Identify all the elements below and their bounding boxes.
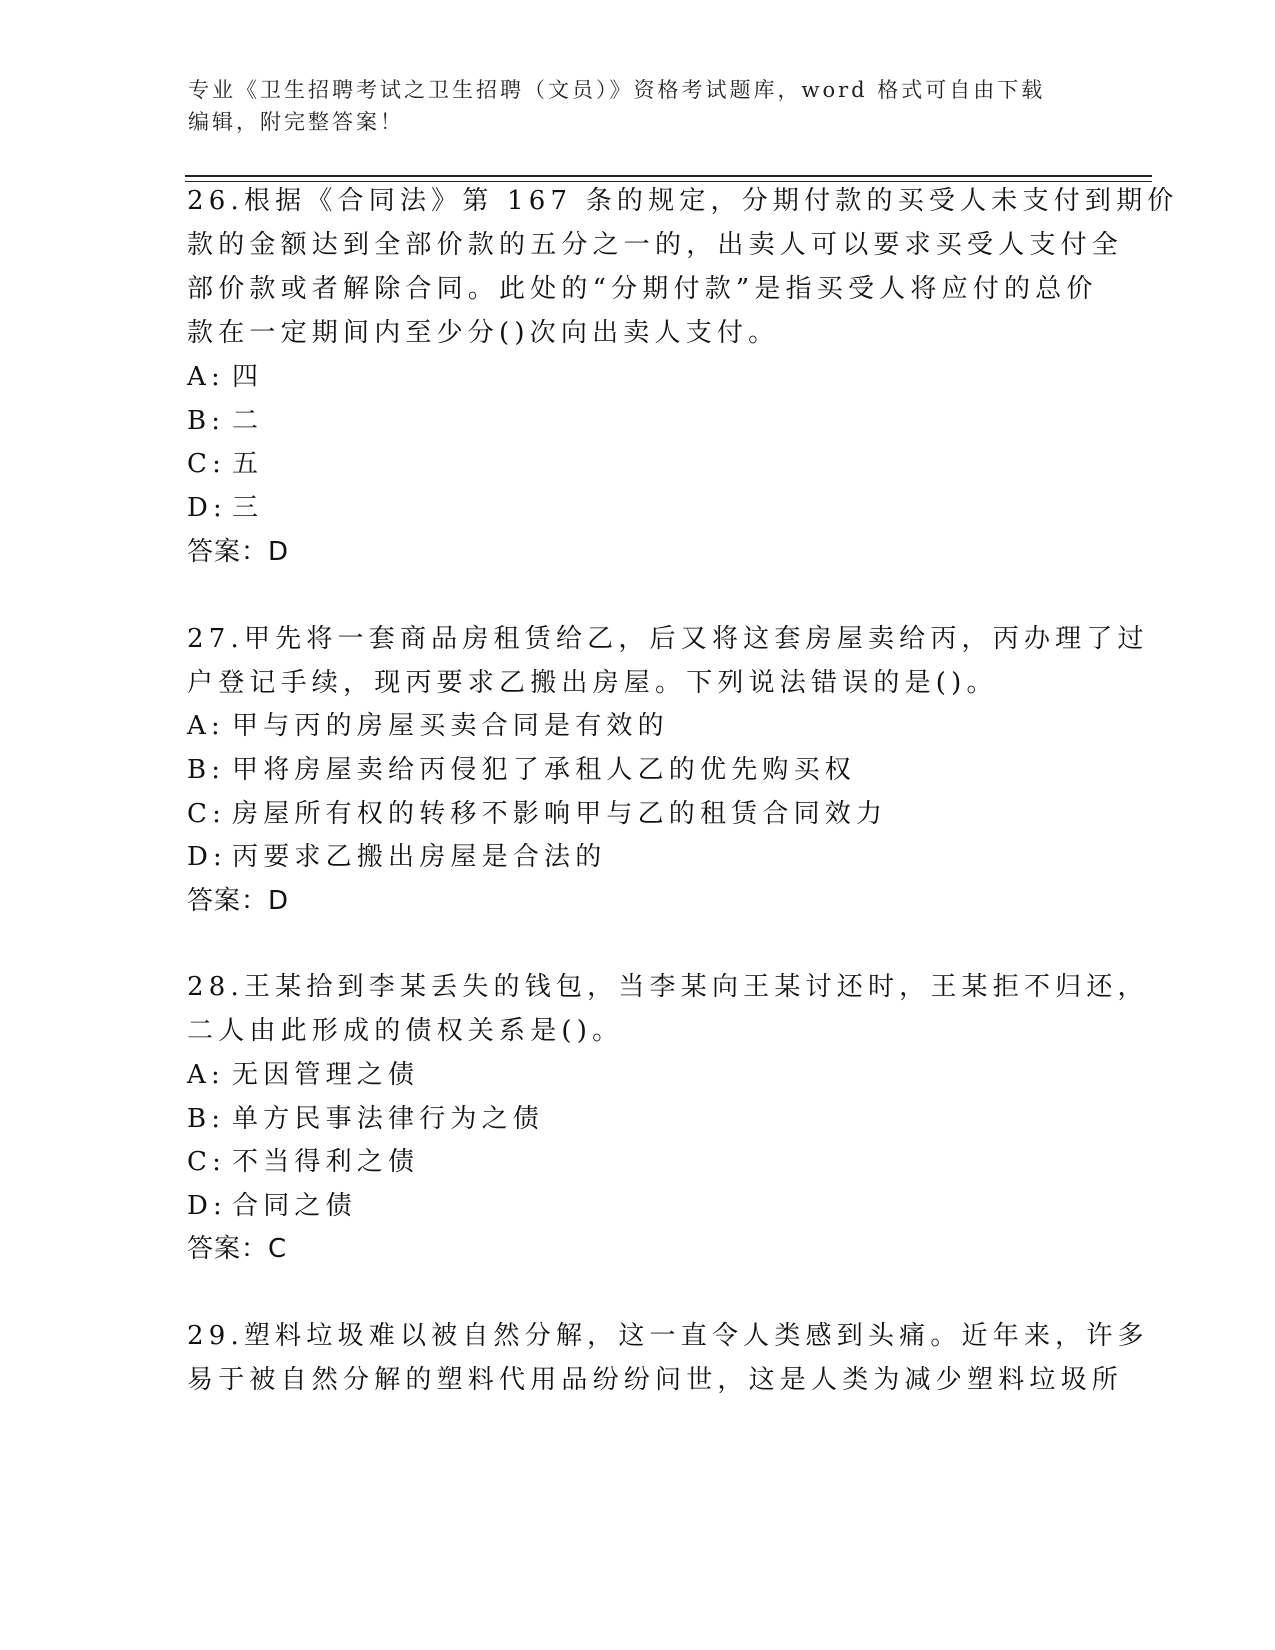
- question-stem-line: 29.塑料垃圾难以被自然分解，这一直令人类感到头痛。近年来，许多: [187, 1321, 1149, 1351]
- question-stem-line: 部价款或者解除合同。此处的“分期付款”是指买受人将应付的总价: [187, 274, 1098, 304]
- question-stem-line: 27.甲先将一套商品房租赁给乙，后又将这套房屋卖给丙，丙办理了过: [187, 624, 1149, 654]
- answer-label: 答案：: [187, 537, 269, 567]
- option-text: 房屋所有权的转移不影响甲与乙的租赁合同效力: [232, 799, 888, 829]
- option-b: B: 单方民事法律行为之债: [187, 1104, 545, 1134]
- question-stem-line: 二人由此形成的债权关系是()。: [187, 1016, 624, 1046]
- option-text: 不当得利之债: [232, 1147, 420, 1177]
- question-stem-line: 户登记手续，现丙要求乙搬出房屋。下列说法错误的是()。: [187, 668, 998, 698]
- option-d: D: 丙要求乙搬出房屋是合法的: [187, 842, 607, 872]
- option-c: C: 不当得利之债: [187, 1147, 420, 1177]
- option-text: 二: [232, 406, 264, 436]
- question-stem-line: 易于被自然分解的塑料代用品纷纷问世，这是人类为减少塑料垃圾所: [187, 1365, 1124, 1395]
- header-divider-thick: [185, 175, 1152, 177]
- header-divider-thin: [185, 181, 1152, 182]
- document-header: [188, 74, 1088, 138]
- option-a: A: 甲与丙的房屋买卖合同是有效的: [187, 711, 669, 741]
- option-c: C: 房屋所有权的转移不影响甲与乙的租赁合同效力: [187, 799, 888, 829]
- option-a: A: 四: [187, 362, 264, 392]
- question-stem-line: 款在一定期间内至少分()次向出卖人支付。: [187, 318, 780, 348]
- option-b: B: 甲将房屋卖给丙侵犯了承租人乙的优先购买权: [187, 755, 857, 785]
- answer-value: C: [268, 1234, 287, 1264]
- option-text: 无因管理之债: [232, 1060, 420, 1090]
- option-text: 三: [232, 493, 264, 523]
- answer: [187, 1232, 286, 1266]
- answer-value: D: [268, 537, 289, 567]
- question-stem-line: 26.根据《合同法》第 167 条的规定，分期付款的买受人未支付到期价: [187, 186, 1179, 216]
- header-line-2: 编辑，附完整答案！: [188, 110, 404, 134]
- option-text: 四: [232, 362, 264, 392]
- option-b: B: 二: [187, 406, 264, 436]
- answer-value: D: [268, 886, 289, 916]
- header-line-1: 专业《卫生招聘考试之卫生招聘（文员）》资格考试题库，word 格式可自由下载: [188, 78, 1046, 102]
- option-text: 单方民事法律行为之债: [232, 1104, 545, 1134]
- answer: [187, 884, 288, 918]
- option-text: 甲将房屋卖给丙侵犯了承租人乙的优先购买权: [232, 755, 857, 785]
- answer: [187, 535, 288, 569]
- option-text: 丙要求乙搬出房屋是合法的: [232, 842, 607, 872]
- option-d: D: 三: [187, 493, 264, 523]
- option-text: 五: [232, 449, 264, 479]
- option-d: D: 合同之债: [187, 1191, 357, 1221]
- answer-label: 答案：: [187, 886, 269, 916]
- option-text: 合同之债: [232, 1191, 357, 1221]
- question-stem-line: 款的金额达到全部价款的五分之一的，出卖人可以要求买受人支付全: [187, 230, 1124, 260]
- answer-label: 答案：: [187, 1234, 269, 1264]
- option-a: A: 无因管理之债: [187, 1060, 420, 1090]
- option-c: C: 五: [187, 449, 264, 479]
- question-stem-line: 28.王某拾到李某丢失的钱包，当李某向王某讨还时，王某拒不归还，: [187, 972, 1149, 1002]
- option-text: 甲与丙的房屋买卖合同是有效的: [232, 711, 669, 741]
